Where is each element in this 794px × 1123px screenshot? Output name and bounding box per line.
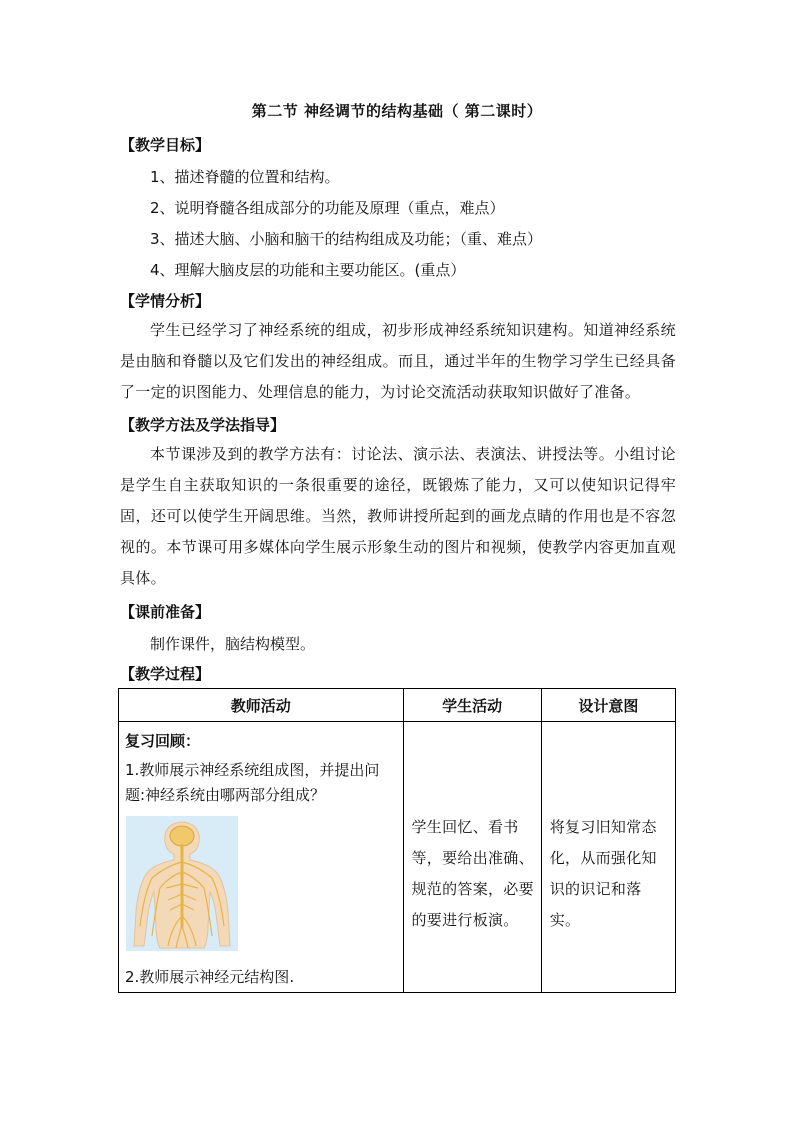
column-header-student: 学生活动 (403, 689, 541, 722)
design-intent-cell (541, 722, 675, 993)
table-row (119, 722, 676, 993)
objective-item: 2、说明脊髓各组成部分的功能及原理（重点，难点） (150, 199, 505, 217)
review-heading: 复习回顾： (125, 732, 201, 750)
objective-item: 1、描述脊髓的位置和结构。 (150, 168, 340, 186)
objective-item: 3、描述大脑、小脑和脑干的结构组成及功能；（重、难点） (150, 230, 543, 248)
objectives-heading: 【教学目标】 (120, 136, 211, 154)
methods-paragraph: 本节课涉及到的教学方法有：讨论法、演示法、表演法、讲授法等。小组讨论是学生自主获取知识的一条很重要的途径，既锻炼了能力，又可以使知识记得牢固，还可以使学生开阔思维。当然，教师讲授所起到的画龙点睛的作用也是不容忽视的。本节课可用多媒体向学生展示形象生动的图片和视频，使教学内容更加直观具体。 (120, 445, 676, 587)
teacher-activity-cell (119, 722, 404, 993)
process-heading: 【教学过程】 (120, 665, 211, 683)
teacher-step-1: 1.教师展示神经系统组成图，并提出问题:神经系统由哪两部分组成？ (125, 761, 380, 804)
page-title: 第二节 神经调节的结构基础（ 第二课时） (251, 102, 543, 120)
preparation-text: 制作课件，脑结构模型。 (150, 635, 316, 653)
column-header-intent: 设计意图 (541, 689, 675, 722)
column-header-teacher: 教师活动 (119, 689, 404, 722)
analysis-paragraph: 学生已经学习了神经系统的组成，初步形成神经系统知识建构。知道神经系统是由脑和脊髓以及它们发出的神经组成。而且，通过半年的生物学习学生已经具备了一定的识图能力、处理信息的能力，为讨论交流活动获取知识做好了准备。 (120, 321, 676, 401)
process-table (118, 688, 676, 993)
preparation-heading: 【课前准备】 (120, 603, 211, 621)
table-header-row (119, 689, 676, 722)
analysis-heading: 【学情分析】 (120, 292, 211, 310)
design-intent-text: 将复习旧知常态化，从而强化知识的识记和落实。 (549, 818, 657, 929)
methods-heading: 【教学方法及学法指导】 (120, 416, 286, 434)
teacher-step-2: 2.教师展示神经元结构图. (125, 968, 295, 986)
objective-item: 4、理解大脑皮层的功能和主要功能区。(重点） (150, 261, 466, 279)
student-activity-cell (403, 722, 541, 993)
student-activity-text: 学生回忆、看书等，要给出准确、规范的答案，必要的要进行板演。 (411, 818, 534, 929)
nervous-system-figure (126, 816, 238, 951)
